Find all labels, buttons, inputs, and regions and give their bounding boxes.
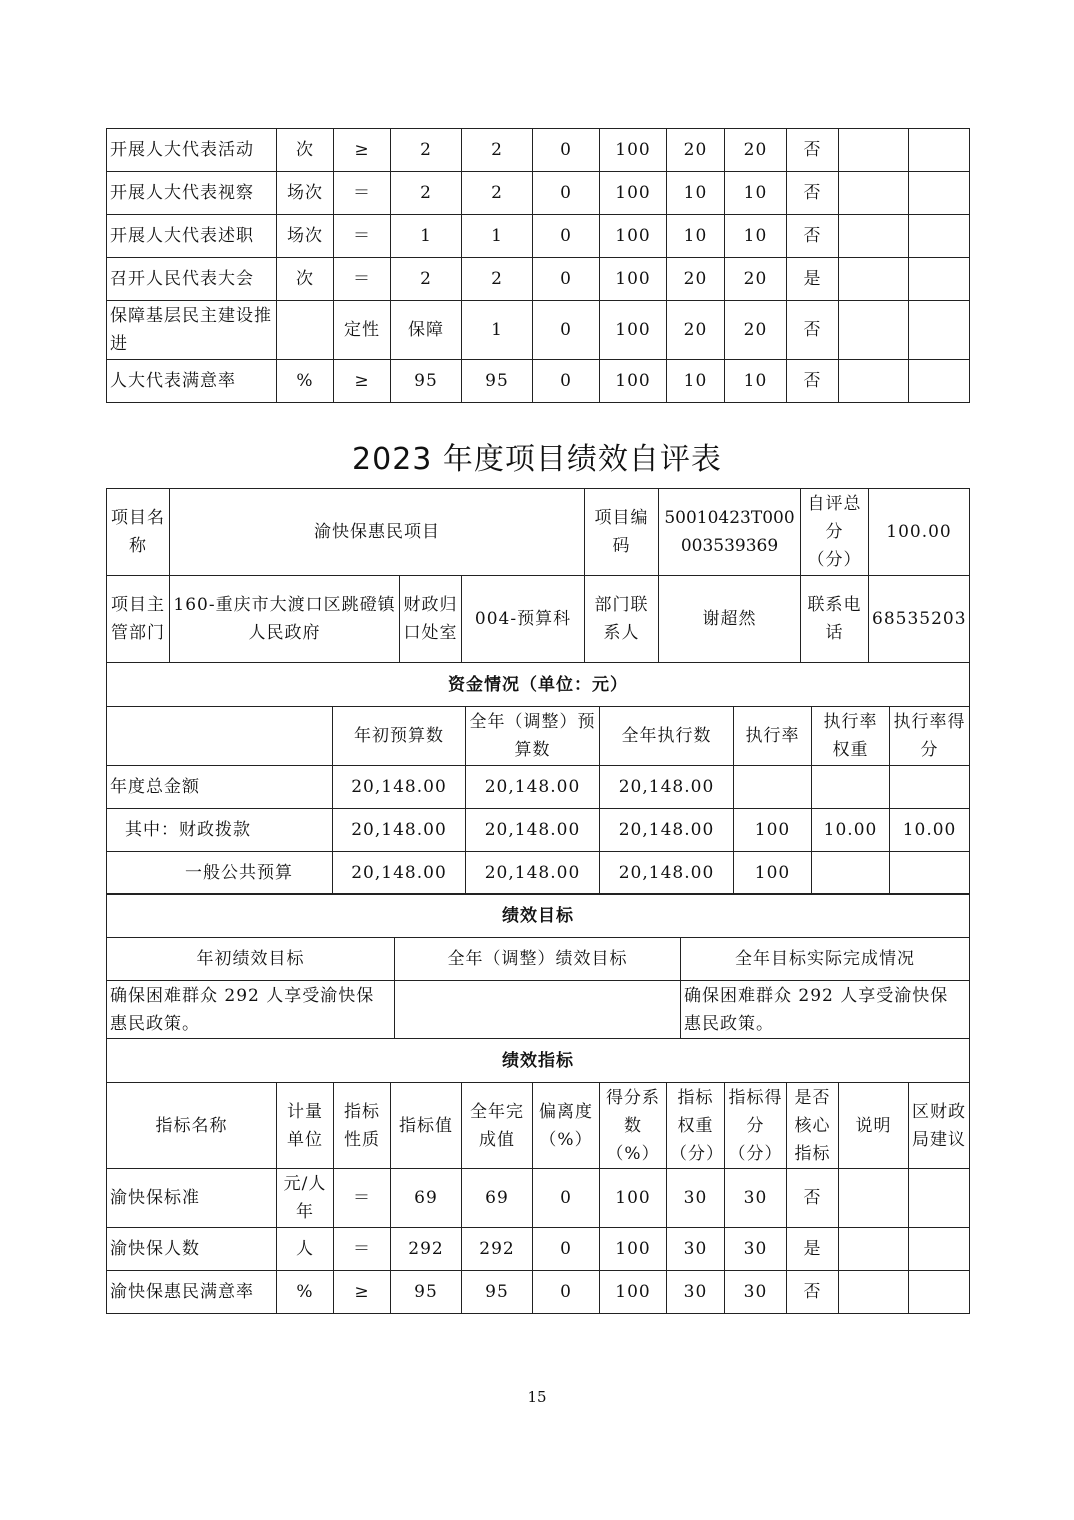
indicator-cell: 30	[725, 1271, 787, 1314]
indicator-cell: 是	[787, 1228, 839, 1271]
table-row	[107, 1271, 970, 1314]
cell-weight: 20	[667, 129, 725, 172]
cell-dev: 0	[533, 360, 600, 403]
indicator-cell: 元/人年	[277, 1169, 334, 1228]
cell-core: 否	[787, 129, 839, 172]
indicator-header-cell: 全年完成值	[462, 1083, 533, 1169]
cell-score: 10	[725, 215, 787, 258]
table-row	[107, 129, 970, 172]
cell-score: 10	[725, 360, 787, 403]
cell-score: 10	[725, 172, 787, 215]
funds-cell: 20,148.00	[333, 766, 466, 809]
indicator-header-cell: 指标得分（分）	[725, 1083, 787, 1169]
cell-weight: 10	[667, 360, 725, 403]
cell-target: 2	[391, 258, 462, 301]
indicator-cell: ＝	[334, 1169, 391, 1228]
indicator-cell: 否	[787, 1169, 839, 1228]
funds-cell	[890, 766, 970, 809]
cell-weight: 20	[667, 258, 725, 301]
funds-header-cell	[107, 707, 333, 766]
indicator-cell: 69	[462, 1169, 533, 1228]
phone-label: 联系电话	[801, 576, 869, 663]
cell-advice	[909, 215, 970, 258]
finance-office-label: 财政归口处室	[400, 576, 462, 663]
finance-office-value: 004-预算科	[462, 576, 585, 663]
indicator-header-cell: 得分系数（%）	[600, 1083, 667, 1169]
table-row	[107, 301, 970, 360]
indicator-header-cell: 指标权重（分）	[667, 1083, 725, 1169]
cell-coef: 100	[600, 215, 667, 258]
cell-coef: 100	[600, 301, 667, 360]
funds-header-cell: 全年执行数	[600, 707, 734, 766]
indicator-cell	[909, 1228, 970, 1271]
cell-actual: 2	[462, 172, 533, 215]
project-code-label: 项目编码	[585, 489, 659, 576]
cell-name: 开展人大代表活动	[107, 129, 277, 172]
indicator-cell	[839, 1271, 909, 1314]
table-row	[107, 172, 970, 215]
indicator-cell: 渝快保标准	[107, 1169, 277, 1228]
cell-unit: 次	[277, 258, 334, 301]
funds-cell: 20,148.00	[333, 852, 466, 895]
cell-core: 否	[787, 215, 839, 258]
funds-cell	[812, 852, 890, 895]
funds-header-cell: 年初预算数	[333, 707, 466, 766]
goals-header-initial: 年初绩效目标	[107, 938, 395, 981]
table-row	[107, 215, 970, 258]
indicator-cell: 292	[391, 1228, 462, 1271]
indicator-header-cell: 是否核心指标	[787, 1083, 839, 1169]
previous-indicator-table	[106, 128, 970, 403]
cell-dev: 0	[533, 172, 600, 215]
cell-advice	[909, 258, 970, 301]
cell-note	[839, 360, 909, 403]
funds-section-title: 资金情况（单位：元）	[107, 663, 970, 707]
cell-weight: 20	[667, 301, 725, 360]
indicator-cell: 30	[725, 1228, 787, 1271]
indicator-cell: 人	[277, 1228, 334, 1271]
indicator-cell: 0	[533, 1228, 600, 1271]
cell-actual: 1	[462, 301, 533, 360]
funds-cell	[890, 852, 970, 895]
page-title: 2023 年度项目绩效自评表	[352, 442, 722, 477]
cell-target: 95	[391, 360, 462, 403]
table-row	[107, 1228, 970, 1271]
cell-name: 人大代表满意率	[107, 360, 277, 403]
indicator-cell: 100	[600, 1271, 667, 1314]
funds-header-cell: 全年（调整）预算数	[466, 707, 600, 766]
indicator-cell: 0	[533, 1271, 600, 1314]
funds-cell: 20,148.00	[600, 852, 734, 895]
table-row	[107, 360, 970, 403]
cell-unit: 次	[277, 129, 334, 172]
indicator-cell: ＝	[334, 1228, 391, 1271]
indicator-cell: 95	[391, 1271, 462, 1314]
cell-actual: 1	[462, 215, 533, 258]
goals-actual-text: 确保困难群众 292 人享受渝快保惠民政策。	[681, 981, 970, 1039]
cell-name: 保障基层民主建设推进	[107, 301, 277, 360]
cell-op: ≥	[334, 129, 391, 172]
indicator-cell: 渝快保人数	[107, 1228, 277, 1271]
cell-weight: 10	[667, 215, 725, 258]
indicator-cell: 30	[667, 1228, 725, 1271]
goals-header-actual: 全年目标实际完成情况	[681, 938, 970, 981]
cell-op: ＝	[334, 215, 391, 258]
cell-dev: 0	[533, 258, 600, 301]
indicator-cell: 渝快保惠民满意率	[107, 1271, 277, 1314]
indicator-cell	[909, 1169, 970, 1228]
cell-target: 1	[391, 215, 462, 258]
funds-cell: 100	[734, 809, 812, 852]
funds-cell	[734, 766, 812, 809]
self-score-label: 自评总分（分）	[801, 489, 869, 576]
indicators-table	[106, 1038, 970, 1314]
cell-dev: 0	[533, 129, 600, 172]
funds-cell: 10.00	[812, 809, 890, 852]
cell-score: 20	[725, 301, 787, 360]
cell-actual: 95	[462, 360, 533, 403]
cell-op: 定性	[334, 301, 391, 360]
indicator-cell: 69	[391, 1169, 462, 1228]
indicators-section-title: 绩效指标	[107, 1039, 970, 1083]
funds-cell: 20,148.00	[466, 809, 600, 852]
phone-value: 68535203	[869, 576, 970, 663]
funds-cell: 年度总金额	[107, 766, 333, 809]
funds-cell: 100	[734, 852, 812, 895]
cell-unit	[277, 301, 334, 360]
funds-cell: 20,148.00	[333, 809, 466, 852]
cell-advice	[909, 172, 970, 215]
cell-target: 2	[391, 172, 462, 215]
cell-core: 是	[787, 258, 839, 301]
goals-header-adjusted: 全年（调整）绩效目标	[395, 938, 681, 981]
funds-table	[106, 662, 970, 895]
cell-note	[839, 172, 909, 215]
goals-section-title: 绩效目标	[107, 894, 970, 938]
cell-note	[839, 258, 909, 301]
funds-cell: 20,148.00	[466, 852, 600, 895]
table-row	[107, 258, 970, 301]
cell-core: 否	[787, 360, 839, 403]
goals-adjusted-text	[395, 981, 681, 1039]
cell-name: 召开人民代表大会	[107, 258, 277, 301]
cell-actual: 2	[462, 129, 533, 172]
funds-cell: 20,148.00	[600, 809, 734, 852]
cell-score: 20	[725, 258, 787, 301]
self-score-value: 100.00	[869, 489, 970, 576]
cell-coef: 100	[600, 172, 667, 215]
cell-advice	[909, 301, 970, 360]
funds-cell	[812, 766, 890, 809]
indicator-cell: 30	[667, 1271, 725, 1314]
funds-cell: 20,148.00	[600, 766, 734, 809]
cell-unit: 场次	[277, 172, 334, 215]
indicator-header-cell: 指标名称	[107, 1083, 277, 1169]
cell-target: 2	[391, 129, 462, 172]
funds-header-cell: 执行率权重	[812, 707, 890, 766]
cell-actual: 2	[462, 258, 533, 301]
cell-name: 开展人大代表视察	[107, 172, 277, 215]
funds-header-cell: 执行率得分	[890, 707, 970, 766]
indicator-header-cell: 偏离度（%）	[533, 1083, 600, 1169]
indicator-cell: 100	[600, 1169, 667, 1228]
funds-cell: 20,148.00	[466, 766, 600, 809]
cell-op: ＝	[334, 258, 391, 301]
cell-note	[839, 215, 909, 258]
indicator-cell: 100	[600, 1228, 667, 1271]
project-name-label: 项目名称	[107, 489, 170, 576]
department-label: 项目主管部门	[107, 576, 170, 663]
indicator-cell: 95	[462, 1271, 533, 1314]
cell-coef: 100	[600, 360, 667, 403]
cell-weight: 10	[667, 172, 725, 215]
indicator-header-cell: 指标性质	[334, 1083, 391, 1169]
cell-op: ＝	[334, 172, 391, 215]
cell-note	[839, 129, 909, 172]
funds-cell: 一般公共预算	[107, 852, 333, 895]
goals-table	[106, 893, 970, 1039]
project-name-value: 渝快保惠民项目	[170, 489, 585, 576]
cell-coef: 100	[600, 258, 667, 301]
page-number: 15	[527, 1388, 547, 1406]
cell-unit: 场次	[277, 215, 334, 258]
indicator-cell: ≥	[334, 1271, 391, 1314]
indicator-cell: 0	[533, 1169, 600, 1228]
cell-op: ≥	[334, 360, 391, 403]
goals-initial-text: 确保困难群众 292 人享受渝快保惠民政策。	[107, 981, 395, 1039]
indicator-cell: 30	[725, 1169, 787, 1228]
indicator-cell: 292	[462, 1228, 533, 1271]
department-info-table	[106, 575, 970, 663]
cell-dev: 0	[533, 215, 600, 258]
indicator-cell	[839, 1169, 909, 1228]
indicator-cell	[839, 1228, 909, 1271]
funds-cell: 10.00	[890, 809, 970, 852]
cell-core: 否	[787, 301, 839, 360]
project-info-table	[106, 488, 970, 576]
table-row	[107, 1169, 970, 1228]
cell-score: 20	[725, 129, 787, 172]
cell-note	[839, 301, 909, 360]
project-code-value: 50010423T000003539369	[659, 489, 801, 576]
funds-cell: 其中：财政拨款	[107, 809, 333, 852]
table-row	[107, 766, 970, 809]
contact-value: 谢超然	[659, 576, 801, 663]
cell-core: 否	[787, 172, 839, 215]
indicator-header-cell: 说明	[839, 1083, 909, 1169]
indicator-cell	[909, 1271, 970, 1314]
contact-label: 部门联系人	[585, 576, 659, 663]
indicator-cell: %	[277, 1271, 334, 1314]
indicator-header-cell: 区财政局建议	[909, 1083, 970, 1169]
table-row	[107, 852, 970, 895]
cell-coef: 100	[600, 129, 667, 172]
indicator-header-cell: 计量单位	[277, 1083, 334, 1169]
cell-target: 保障	[391, 301, 462, 360]
indicator-header-cell: 指标值	[391, 1083, 462, 1169]
cell-unit: %	[277, 360, 334, 403]
table-row	[107, 809, 970, 852]
department-value: 160-重庆市大渡口区跳磴镇人民政府	[170, 576, 400, 663]
indicator-cell: 30	[667, 1169, 725, 1228]
cell-advice	[909, 360, 970, 403]
cell-name: 开展人大代表述职	[107, 215, 277, 258]
indicator-cell: 否	[787, 1271, 839, 1314]
cell-advice	[909, 129, 970, 172]
funds-header-cell: 执行率	[734, 707, 812, 766]
cell-dev: 0	[533, 301, 600, 360]
